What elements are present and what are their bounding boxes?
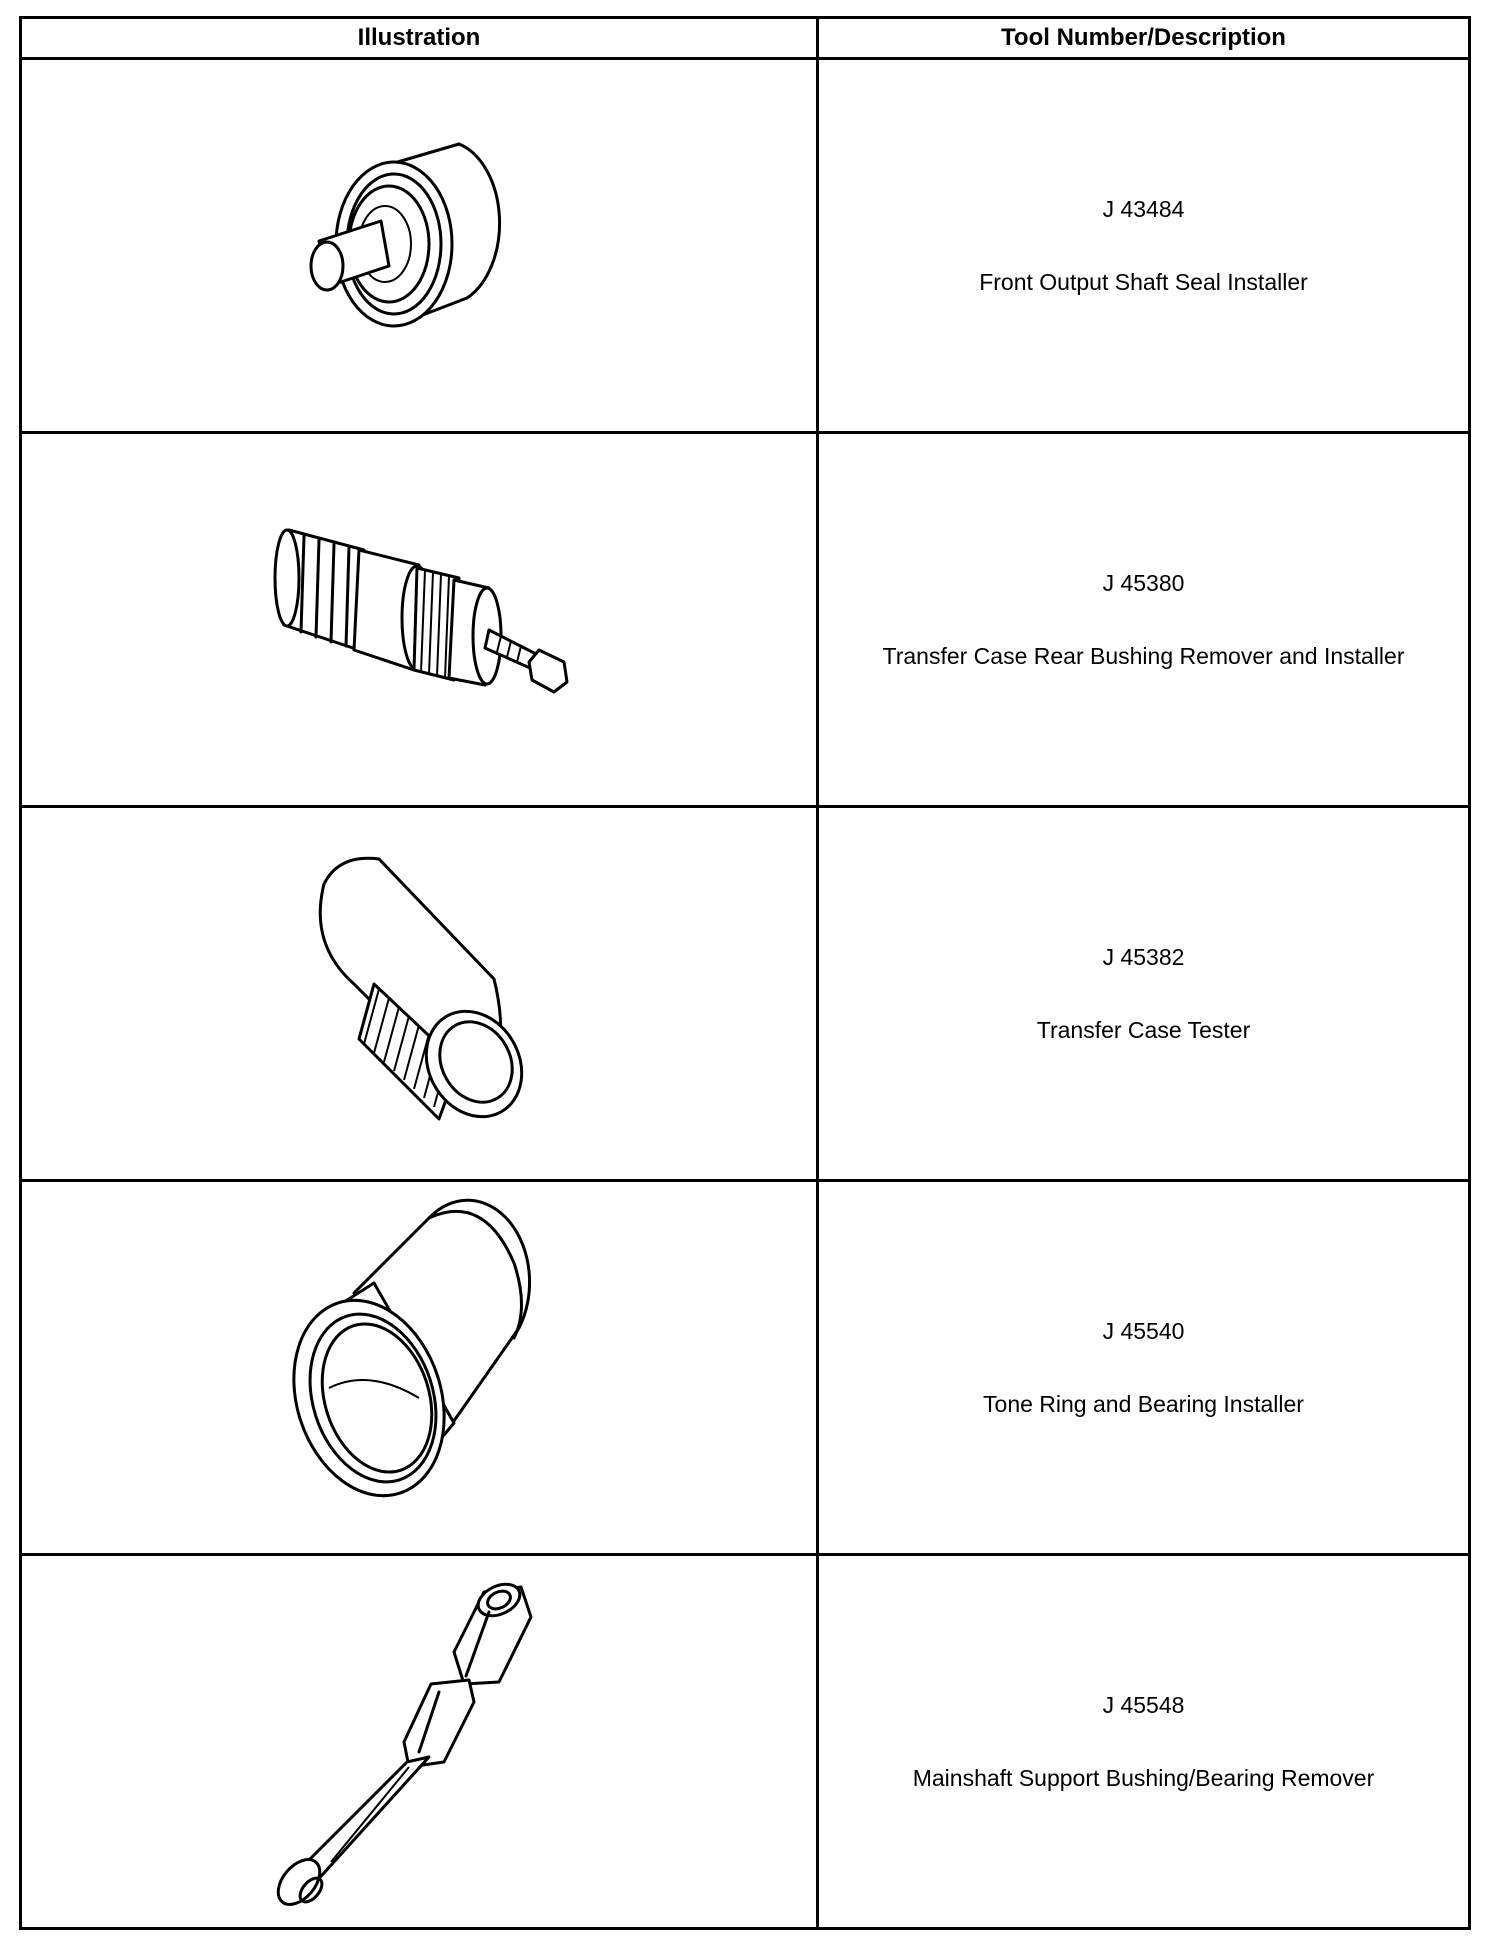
tool-description: Transfer Case Tester: [1036, 1016, 1251, 1043]
illustration-cell: [21, 1555, 818, 1929]
hex-shaft-remover-icon: [259, 1572, 579, 1912]
tool-number: J 45382: [1102, 943, 1185, 970]
description-header: Tool Number/Description: [818, 18, 1470, 59]
tool-description: Tone Ring and Bearing Installer: [983, 1390, 1304, 1417]
table-row: [21, 1555, 1470, 1929]
illustration-cell: [21, 807, 818, 1181]
illustration-header: Illustration: [21, 18, 818, 59]
tool-number: J 45548: [1102, 1691, 1185, 1718]
table-row: [21, 807, 1470, 1181]
illustration-cell: [21, 1181, 818, 1555]
tool-number: J 45540: [1102, 1317, 1185, 1344]
tool-description: Transfer Case Rear Bushing Remover and Installer: [882, 642, 1405, 669]
description-cell: [818, 433, 1470, 807]
bushing-remover-installer-icon: [249, 500, 589, 740]
tool-description: Front Output Shaft Seal Installer: [979, 268, 1308, 295]
table-row: [21, 59, 1470, 433]
special-tools-table: [19, 16, 1471, 1930]
table-row: [21, 1181, 1470, 1555]
description-cell: [818, 1181, 1470, 1555]
splined-tester-icon: [269, 844, 569, 1144]
header-row: [21, 18, 1470, 59]
seal-installer-icon: [289, 126, 549, 366]
description-cell: [818, 807, 1470, 1181]
illustration-cell: [21, 433, 818, 807]
tool-number: J 43484: [1102, 195, 1185, 222]
tool-number: J 45380: [1102, 569, 1185, 596]
illustration-cell: [21, 59, 818, 433]
tool-description: Mainshaft Support Bushing/Bearing Remover: [912, 1764, 1375, 1791]
cylinder-installer-icon: [259, 1198, 579, 1538]
description-cell: [818, 1555, 1470, 1929]
table-row: [21, 433, 1470, 807]
description-cell: [818, 59, 1470, 433]
